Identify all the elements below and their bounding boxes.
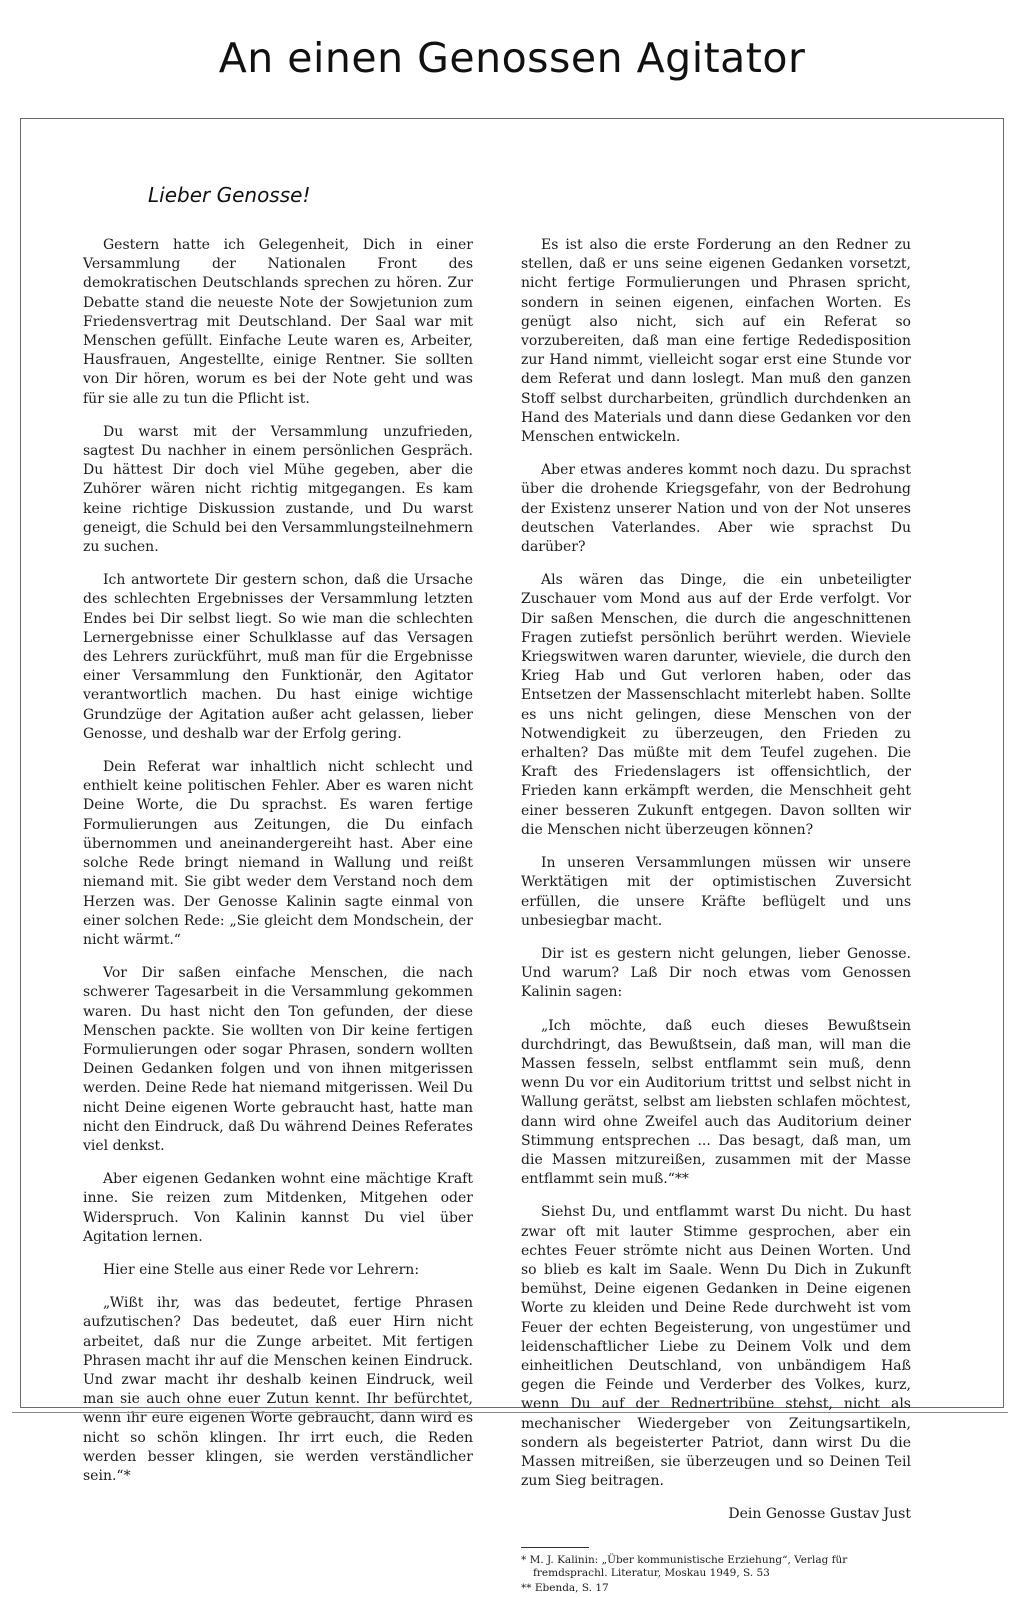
salutation: Lieber Genosse! (148, 183, 311, 207)
paragraph: Vor Dir saßen einfache Menschen, die nach schwerer Tagesarbeit in die Versammlung gekommen waren. Du hast nicht den Ton gefunden, der diese Menschen packte. Sie wollten von Dir keine fertigen Formulierungen oder sogar Phrasen, sondern wollten Deinen Gedanken folgen und von ihnen mitgerissen werden. Deine Rede hat niemand mitgerissen. Weil Du nicht Deine eigenen Worte gebraucht hast, hatte man nicht den Eindruck, daß Du während Deines Referates viel denkst. (83, 965, 473, 1154)
footnote: ** Ebenda, S. 17 (521, 1581, 609, 1594)
paragraph: Dir ist es gestern nicht gelungen, lieber Genosse. Und warum? Laß Dir noch etwas vom Genossen Kalinin sagen: (521, 945, 911, 1001)
footnote: * M. J. Kalinin: „Über kommunistische Erziehung“, Verlag für fremdsprachl. Literatur, Moskau 1949, S. 53 (521, 1553, 848, 1579)
paragraph: Aber etwas anderes kommt noch dazu. Du sprachst über die drohende Kriegsgefahr, von der Bedrohung der Existenz unserer Nation und von der Not unseres deutschen Vaterlandes. Aber wie sprachst Du darüber? (521, 462, 911, 556)
paragraph: Hier eine Stelle aus einer Rede vor Lehrern: (103, 1261, 420, 1278)
paragraph: Gestern hatte ich Gelegenheit, Dich in einer Versammlung der Nationalen Front des demokratischen Deutschlands sprechen zu hören. Zur Debatte stand die neueste Note der Sowjetunion zum Friedensvertrag mit Deutschland. Der Saal war mit Menschen gefüllt. Einfache Leute waren es, Arbeiter, Hausfrauen, Angestellte, einige Rentner. Sie sollten von Dir hören, worum es bei der Note geht und was für sie alle zu tun die Pflicht ist. (83, 237, 473, 407)
quote-paragraph: „Wißt ihr, was das bedeutet, fertige Phrasen aufzutischen? Das bedeutet, daß euer Hirn nicht arbeitet, daß nur die Zunge arbeitet. Mit fertigen Phrasen macht ihr auf die Menschen keinen Eindruck. Und zwar macht ihr deshalb keinen Eindruck, weil man sie auch ohne euer Zutun kennt. Ihr befürchtet, wenn ihr eure eigenen Worte gebraucht, dann wird es nicht so schön klingen. Ihr irrt euch, die Reden werden besser klingen, sie werden verständlicher sein.“* (83, 1295, 473, 1484)
paragraph: Als wären das Dinge, die ein unbeteiligter Zuschauer vom Mond aus auf der Erde verfolgt. Vor Dir saßen Menschen, die durch die angeschnittenen Fragen zutiefst persönlich berührt werden. Wieviele Kriegswitwen waren darunter, wieviele, die durch den Krieg Hab und Gut verloren haben, oder das Entsetzen der Massenschlacht miterlebt haben. Sollte es uns nicht gelingen, diese Menschen von der Notwendigkeit zu überzeugen, den Frieden zu erhalten? Das müßte mit dem Teufel zugehen. Die Kraft des Friedenslagers ist offensichtlich, der Frieden kann erkämpft werden, die Menschheit geht einer besseren Zukunft entgegen. Davon sollten wir die Menschen nicht überzeugen können? (521, 572, 911, 838)
left-column (83, 236, 473, 1500)
paragraph: Aber eigenen Gedanken wohnt eine mächtige Kraft inne. Sie reizen zum Mitdenken, Mitgehen oder Widerspruch. Von Kalinin kannst Du viel über Agitation lernen. (83, 1171, 473, 1245)
paragraph: Siehst Du, und entflammt warst Du nicht. Du hast zwar oft mit lauter Stimme gesprochen, aber ein echtes Feuer strömte nicht aus Deinen Worten. Und so blieb es kalt im Saale. Wenn Du Dich in Zukunft bemühst, Deine eigenen Gedanken in Deine eigenen Worte zu kleiden und Deine Rede durchweht ist vom Feuer der echten Begeisterung, von ungestümer und leidenschaftlicher Liebe zu Deinem Volk und dem einheitlichen Deutschland, von unbändigem Haß gegen die Feinde und Verderber des Volkes, kurz, wenn Du auf der Rednertribüne stehst, nicht als mechanischer Wiedergeber von Zeitungsartikeln, sondern als begeisterter Patriot, dann wirst Du die Massen mitreißen, sie überzeugen und so Deinen Teil zum Sieg beitragen. (521, 1204, 911, 1490)
paragraph: Ich antwortete Dir gestern schon, daß die Ursache des schlechten Ergebnisses der Versammlung letzten Endes bei Dir selbst liegt. So wie man die schlechten Lernergebnisse einer Schulklasse auf das Versagen des Lehrers zurückführt, muß man für die Ergebnisse einer Versammlung den Funktionär, den Agitator verantwortlich machen. Du hast einige wichtige Grundzüge der Agitation außer acht gelassen, lieber Genosse, und deshalb war der Erfolg gering. (83, 572, 473, 742)
page-title: An einen Genossen Agitator (218, 34, 806, 82)
paragraph: Du warst mit der Versammlung unzufrieden, sagtest Du nachher in einem persönlichen Gespräch. Du hättest Dir doch viel Mühe gegeben, aber die Zuhörer wären nicht richtig mitgegangen. Es kam keine richtige Diskussion zustande, und Du warst geneigt, die Schuld bei den Versammlungsteilnehmern zu suchen. (83, 423, 473, 556)
paragraph: Es ist also die erste Forderung an den Redner zu stellen, daß er uns seine eigenen Gedanken vorsetzt, nicht fertige Formulierungen und Phrasen spricht, sondern in seinen eigenen, einfachen Worten. Es genügt also nicht, sich auf ein Referat so vorzubereiten, daß man eine fertige Rededisposition zur Hand nimmt, vielleicht sogar erst eine Stunde vor dem Referat und dann loslegt. Man muß den ganzen Stoff selbst durcharbeiten, gründlich durchdenken an Hand des Materials und dann diese Gedanken vor den Menschen entwickeln. (521, 237, 911, 446)
signature: Dein Genosse Gustav Just (728, 1506, 911, 1523)
right-column (521, 236, 911, 1597)
quote-paragraph: „Ich möchte, daß euch dieses Bewußtsein durchdringt, das Bewußtsein, daß man, will man die Massen fesseln, selbst entflammt sein muß, denn wenn Du vor ein Auditorium trittst und selbst nicht in Wallung gerätst, selbst am liebsten schlafen möchtest, dann wird ohne Zweifel auch das Auditorium deiner Stimmung entsprechen ... Das besagt, daß man, um die Massen mitzureißen, zusammen mit der Masse entflammt sein muß.“** (521, 1017, 911, 1188)
footnote-divider (521, 1547, 589, 1548)
paragraph: In unseren Versammlungen müssen wir unsere Werktätigen mit der optimistischen Zuversicht erfüllen, die unsere Kräfte beflügelt und uns unbesiegbar macht. (521, 855, 911, 929)
bottom-divider (12, 1412, 1008, 1413)
paragraph: Dein Referat war inhaltlich nicht schlecht und enthielt keine politischen Fehler. Aber es waren nicht Deine Worte, die Du sprachst. Es waren fertige Formulierungen aus Zeitungen, die Du einfach übernommen und aneinandergereiht hast. Aber eine solche Rede bringt niemand in Wallung und reißt niemand mit. Sie gibt weder dem Verstand noch dem Herzen was. Der Genosse Kalinin sagte einmal von einer solchen Rede: „Sie gleicht dem Mondschein, der nicht wärmt.“ (83, 759, 473, 948)
